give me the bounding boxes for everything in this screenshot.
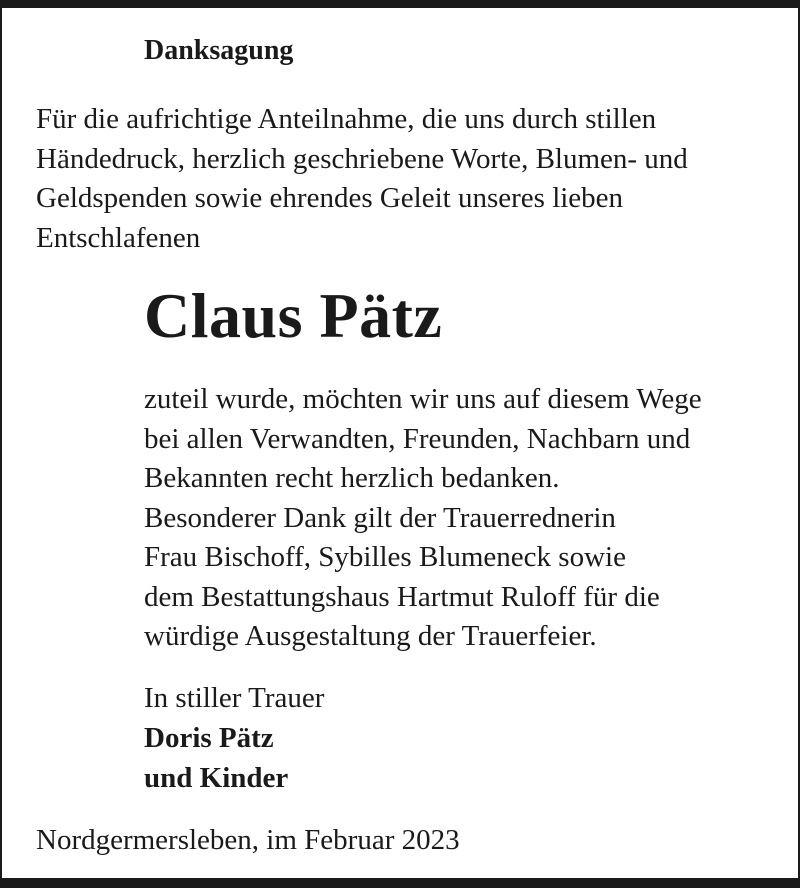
thanks-paragraph	[144, 380, 702, 657]
thanks-line: zuteil wurde, möchten wir uns auf diesem Wege	[144, 383, 702, 415]
thanks-line: Bekannten recht herzlich bedanken.	[144, 462, 560, 494]
intro-line: Händedruck, herzlich geschriebene Worte, Blumen- und	[36, 142, 688, 175]
signer-family: und Kinder	[144, 762, 289, 794]
intro-line: Geldspenden sowie ehrendes Geleit unseres lieben	[36, 182, 624, 214]
closing-phrase: In stiller Trauer	[144, 682, 325, 714]
thanks-line: dem Bestattungshaus Hartmut Ruloff für die	[144, 580, 660, 613]
thanks-line: Besonderer Dank gilt der Trauerrednerin	[144, 501, 616, 534]
closing-block	[144, 678, 324, 798]
intro-line: Entschlafenen	[36, 221, 201, 254]
thanks-line: würdige Ausgestaltung der Trauerfeier.	[144, 620, 597, 652]
thanks-line: bei allen Verwandten, Freunden, Nachbarn und	[144, 422, 691, 455]
deceased-name: Claus Pätz	[144, 280, 443, 351]
thanks-line: Frau Bischoff, Sybilles Blumeneck sowie	[144, 541, 626, 573]
place-date: Nordgermersleben, im Februar 2023	[36, 824, 460, 856]
intro-line: Für die aufrichtige Anteilnahme, die uns durch stillen	[36, 103, 657, 135]
signer-name: Doris Pätz	[144, 722, 274, 754]
notice-heading: Danksagung	[144, 35, 294, 66]
intro-paragraph	[36, 100, 688, 258]
